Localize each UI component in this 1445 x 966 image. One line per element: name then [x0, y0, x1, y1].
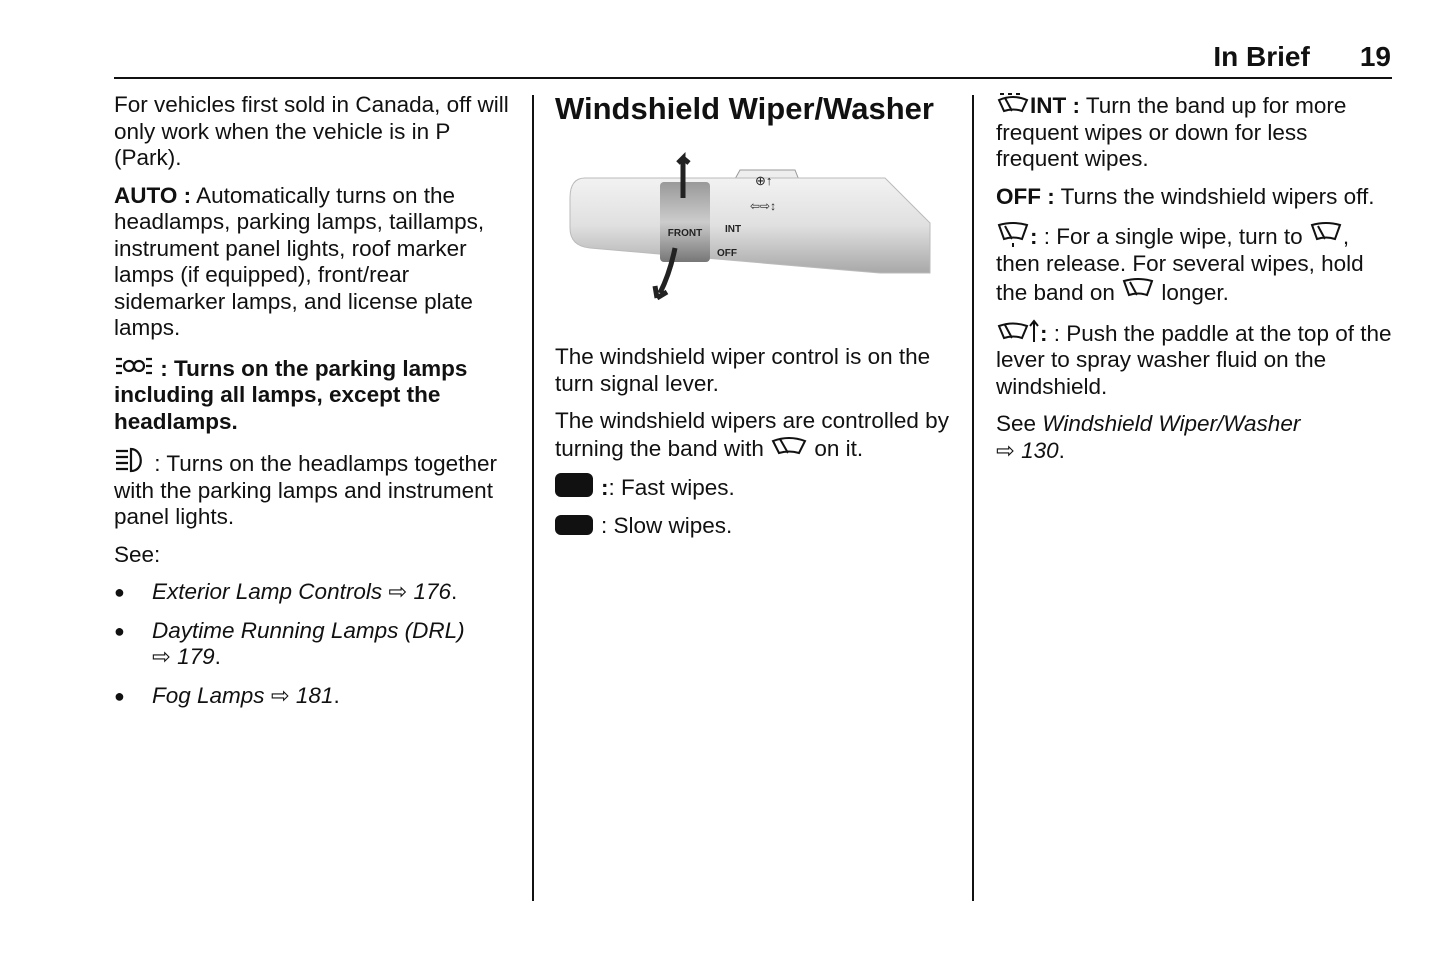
- list-item[interactable]: ● Fog Lamps ⇨ 181.: [114, 683, 514, 710]
- washer-icon: [996, 318, 1040, 344]
- int-paragraph: INT : Turn the band up for more frequent wipes or down for less frequent wipes.: [996, 93, 1347, 171]
- mist-icon: [1121, 277, 1155, 303]
- column-1: [114, 92, 514, 721]
- headlamp-paragraph: : Turns on the headlamps together with the parking lamps and instrument panel lights.: [114, 446, 514, 531]
- slow-paragraph: : Slow wipes.: [555, 513, 955, 540]
- mist-icon: [1309, 221, 1343, 247]
- headlamp-icon: [114, 446, 148, 474]
- section-title: In Brief: [1213, 41, 1310, 72]
- page-number: 19: [1359, 41, 1391, 72]
- paragraph: The windshield wipers are controlled by turning the band with on it.: [555, 408, 949, 461]
- paragraph: For vehicles first sold in Canada, off will only work when the vehicle is in P (Park).: [114, 92, 509, 170]
- see-paragraph[interactable]: See Windshield Wiper/Washer ⇨ 130.: [996, 411, 1301, 463]
- int-label: INT: [725, 224, 742, 235]
- header-rule: [114, 77, 1392, 79]
- washer-paragraph: : : Push the paddle at the top of the lever to spray washer fluid on the windshield.: [996, 318, 1396, 401]
- mist-paragraph: : : For a single wipe, turn to , then release. For several wipes, hold the band on longer.: [996, 221, 1396, 307]
- intermittent-wiper-icon: [996, 92, 1030, 116]
- slow-wipe-icon: [555, 515, 593, 535]
- washer-symbol-icon: ⊕↑: [755, 173, 773, 188]
- list-item[interactable]: ● Exterior Lamp Controls ⇨ 176.: [114, 579, 514, 606]
- parking-paragraph: : Turns on the parking lamps including all lamps, except the headlamps.: [114, 353, 514, 436]
- see-label: See:: [114, 541, 161, 567]
- front-label: FRONT: [667, 228, 703, 239]
- column-2: [555, 92, 955, 550]
- fast-wipe-icon: [555, 473, 593, 497]
- parking-lamp-icon: [114, 353, 154, 379]
- reference-list: [114, 579, 514, 709]
- list-item[interactable]: ● Daytime Running Lamps (DRL) ⇨ 179.: [114, 618, 514, 671]
- column-divider: [532, 95, 534, 901]
- mist-icon: [996, 221, 1030, 247]
- section-heading: Windshield Wiper/Washer: [555, 91, 934, 126]
- off-label: OFF: [717, 248, 737, 259]
- column-divider: [972, 95, 974, 901]
- auto-paragraph: AUTO : Automatically turns on the headlamps, parking lamps, taillamps, instrument panel lights, roof marker lamps (if equipped), front/rear sidemarker lamps, and license plate lamps.: [114, 182, 485, 340]
- wiper-lever-illustration: [555, 138, 935, 328]
- paragraph: The windshield wiper control is on the turn signal lever.: [555, 344, 931, 396]
- column-3: [996, 92, 1396, 475]
- fast-paragraph: :: Fast wipes.: [555, 473, 955, 502]
- wiper-icon: [770, 435, 808, 459]
- turn-signal-icon: ⇦⇨↕: [750, 199, 777, 213]
- off-paragraph: OFF : Turns the windshield wipers off.: [996, 183, 1375, 209]
- page-header: [1213, 41, 1391, 72]
